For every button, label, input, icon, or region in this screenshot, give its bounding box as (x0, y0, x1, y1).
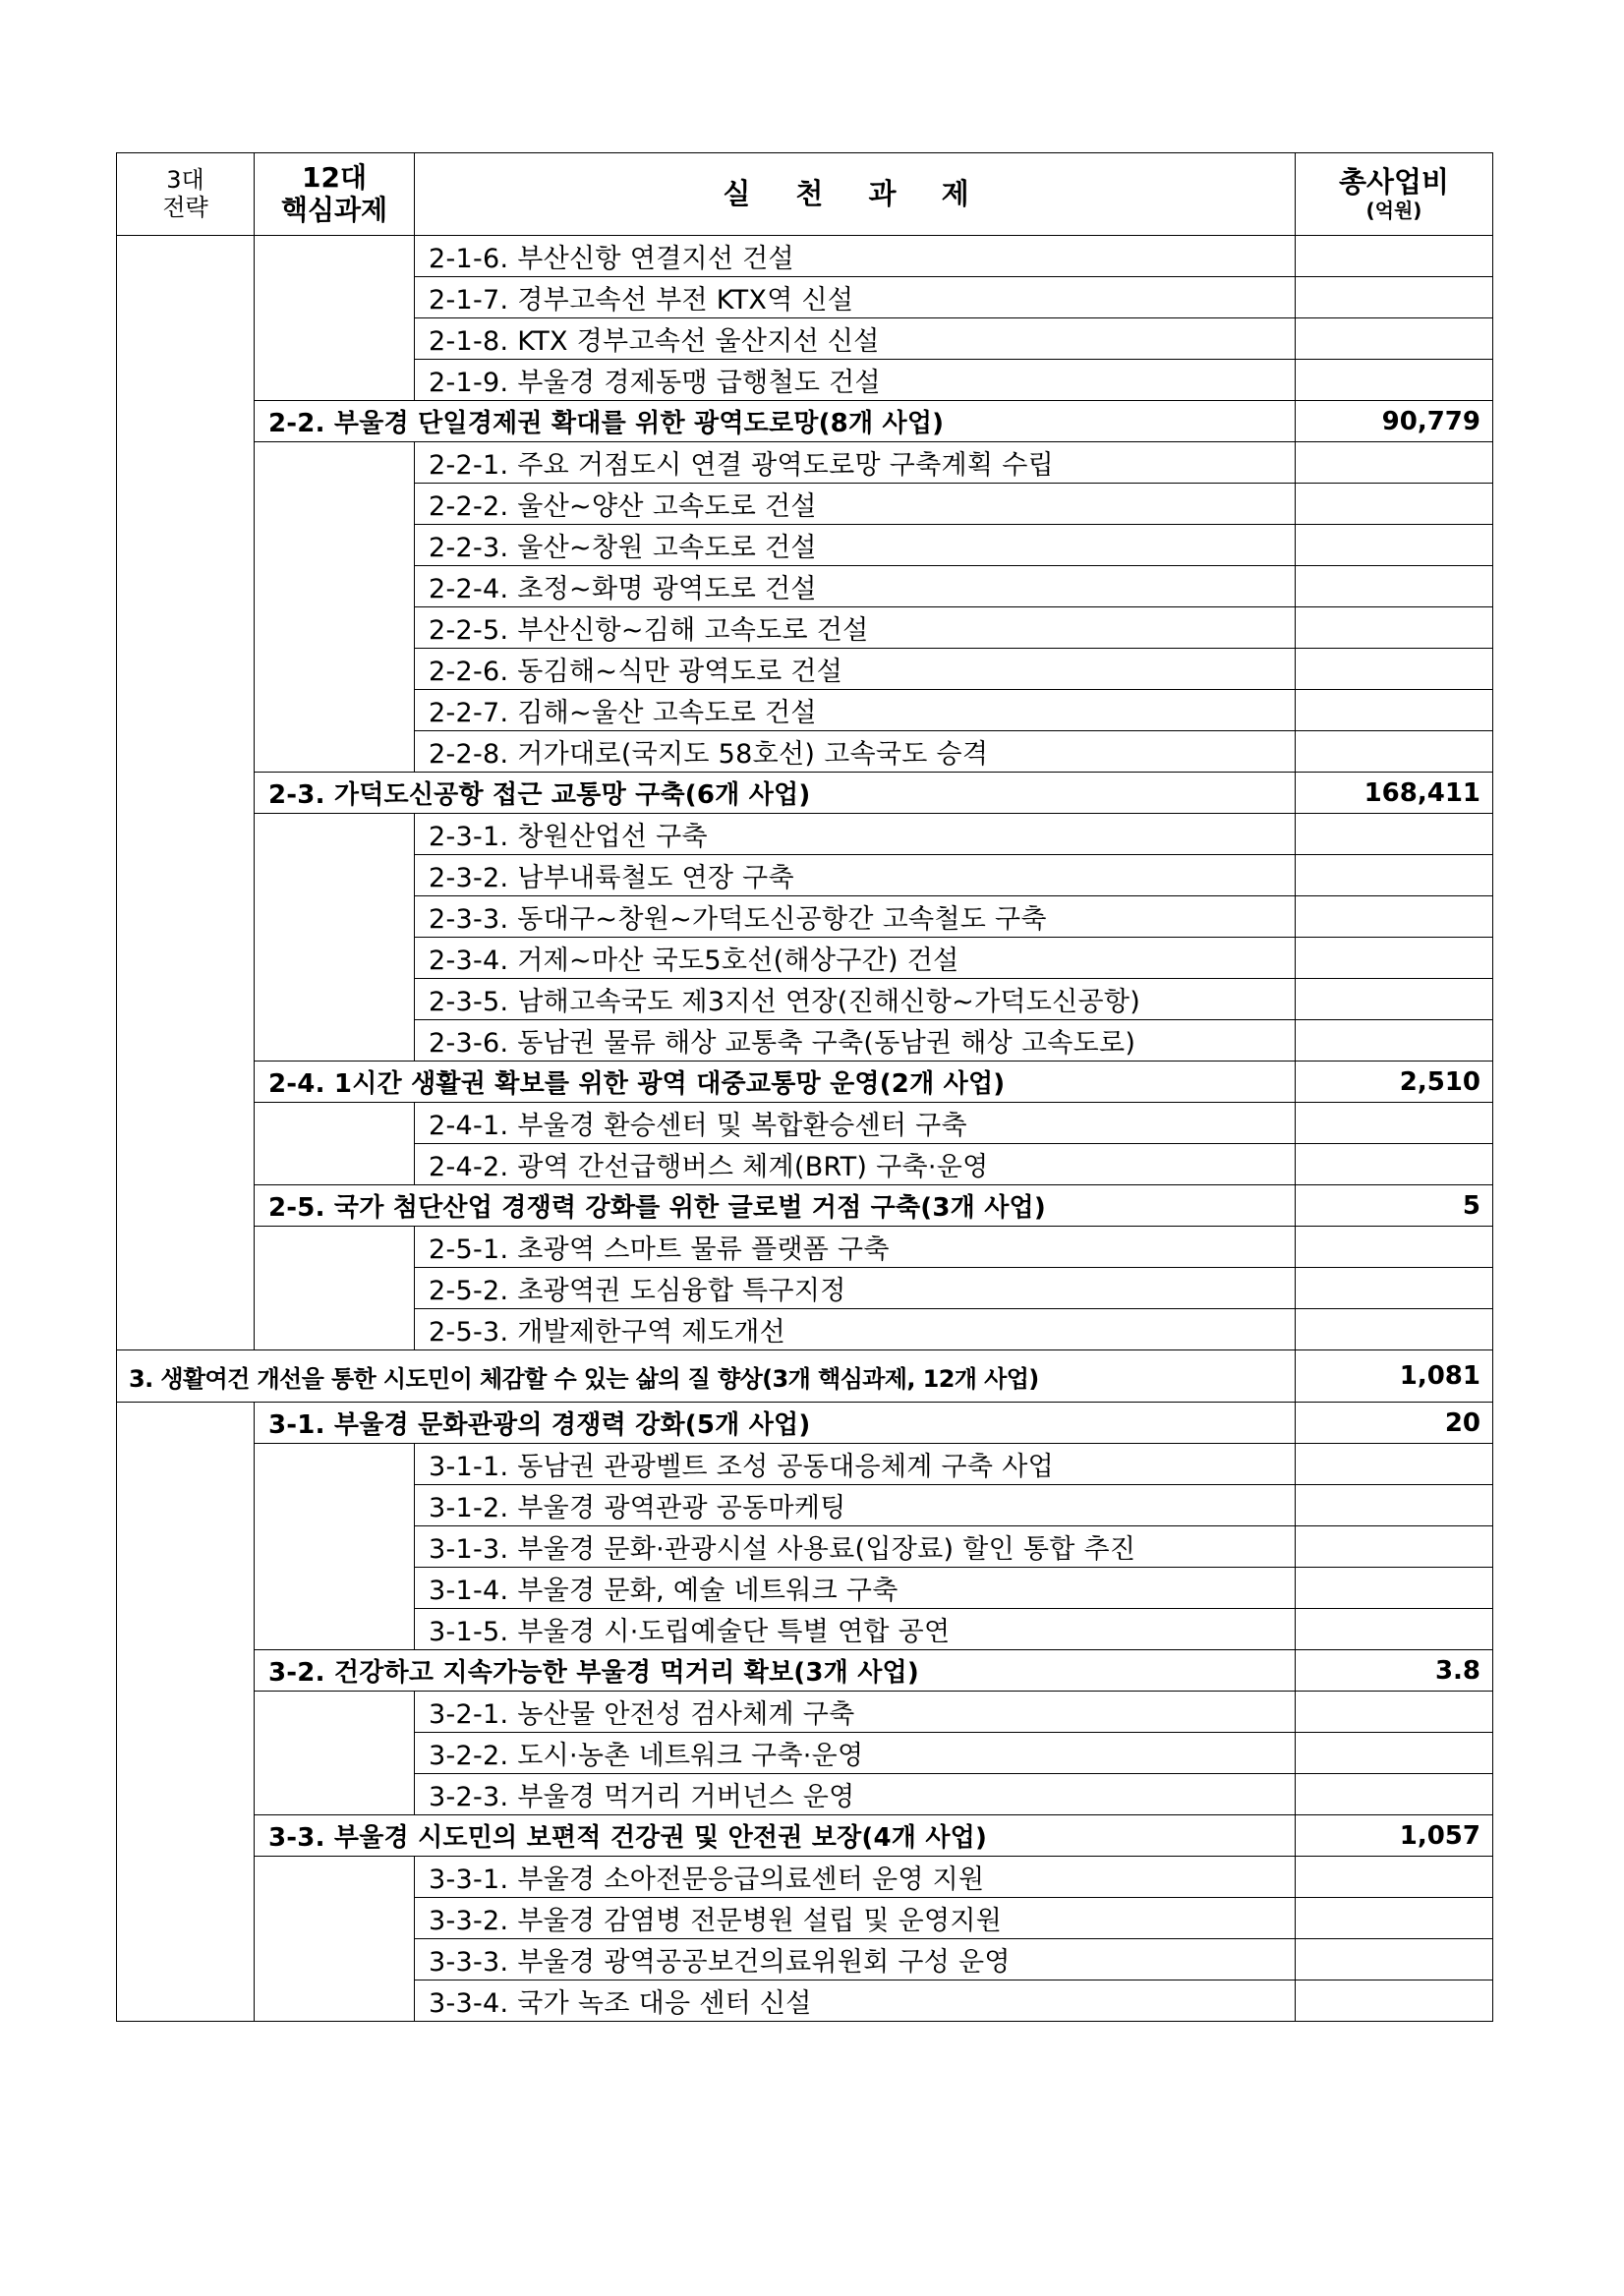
core-task-row (117, 1650, 1493, 1692)
core-task-row (117, 1815, 1493, 1857)
action-item-title: 3-1-4. 부울경 문화, 예술 네트워크 구축 (415, 1568, 1296, 1609)
core-task-cell (255, 442, 415, 773)
header-strategy-line2: 전략 (162, 193, 208, 221)
action-item-title: 2-2-7. 김해~울산 고속도로 건설 (415, 690, 1296, 731)
action-item-title: 2-3-3. 동대구~창원~가덕도신공항간 고속철도 구축 (415, 896, 1296, 938)
action-item-cost (1296, 525, 1493, 566)
header-total-cost-line1: 총사업비 (1338, 165, 1450, 200)
core-task-title: 2-5. 국가 첨단산업 경쟁력 강화를 위한 글로벌 거점 구축(3개 사업) (255, 1185, 1296, 1227)
core-task-cell (255, 814, 415, 1062)
action-item-cost (1296, 1980, 1493, 2022)
action-item-cost (1296, 938, 1493, 979)
core-task-cost: 90,779 (1296, 401, 1493, 442)
action-item-cost (1296, 1939, 1493, 1980)
core-task-cell (255, 1444, 415, 1650)
action-item-cost (1296, 896, 1493, 938)
action-item-cost (1296, 1526, 1493, 1568)
action-item-cost (1296, 1485, 1493, 1526)
header-strategy-line1: 3대 (166, 165, 204, 194)
action-item-cost (1296, 1568, 1493, 1609)
strategy-cell (117, 1403, 255, 2022)
action-item-title: 3-1-5. 부울경 시·도립예술단 특별 연합 공연 (415, 1609, 1296, 1650)
action-item-cost (1296, 1144, 1493, 1185)
action-item-title: 3-1-2. 부울경 광역관광 공동마케팅 (415, 1485, 1296, 1526)
core-task-cost: 2,510 (1296, 1062, 1493, 1103)
core-task-cell (255, 1692, 415, 1815)
action-item-title: 2-3-1. 창원산업선 구축 (415, 814, 1296, 855)
action-item-title: 2-3-6. 동남권 물류 해상 교통축 구축(동남권 해상 고속도로) (415, 1020, 1296, 1062)
action-item-cost (1296, 277, 1493, 318)
item-row (117, 1444, 1493, 1485)
action-item-cost (1296, 814, 1493, 855)
action-item-cost (1296, 484, 1493, 525)
core-task-title: 2-2. 부울경 단일경제권 확대를 위한 광역도로망(8개 사업) (255, 401, 1296, 442)
action-item-cost (1296, 1692, 1493, 1733)
action-item-cost (1296, 318, 1493, 360)
action-item-title: 2-3-4. 거제~마산 국도5호선(해상구간) 건설 (415, 938, 1296, 979)
item-row (117, 1692, 1493, 1733)
action-item-title: 2-3-5. 남해고속국도 제3지선 연장(진해신항~가덕도신공항) (415, 979, 1296, 1020)
action-item-cost (1296, 566, 1493, 607)
action-item-cost (1296, 855, 1493, 896)
core-task-title: 3-3. 부울경 시도민의 보편적 건강권 및 안전권 보장(4개 사업) (255, 1815, 1296, 1857)
action-item-title: 2-3-2. 남부내륙철도 연장 구축 (415, 855, 1296, 896)
action-item-title: 3-3-3. 부울경 광역공공보건의료위원회 구성 운영 (415, 1939, 1296, 1980)
action-item-title: 2-2-6. 동김해~식만 광역도로 건설 (415, 649, 1296, 690)
core-task-row (117, 1185, 1493, 1227)
table-body (117, 236, 1493, 2022)
action-item-cost (1296, 1774, 1493, 1815)
strategy-row (117, 1350, 1493, 1403)
action-item-title: 2-2-3. 울산~창원 고속도로 건설 (415, 525, 1296, 566)
action-item-cost (1296, 360, 1493, 401)
action-item-cost (1296, 1020, 1493, 1062)
item-row (117, 814, 1493, 855)
core-task-cost: 168,411 (1296, 773, 1493, 814)
core-task-cell (255, 1857, 415, 2022)
action-item-title: 3-3-1. 부울경 소아전문응급의료센터 운영 지원 (415, 1857, 1296, 1898)
core-task-cost: 5 (1296, 1185, 1493, 1227)
strategy-cost: 1,081 (1296, 1350, 1493, 1403)
action-item-cost (1296, 1857, 1493, 1898)
header-core-task-line1: 12대 (301, 161, 367, 195)
action-item-title: 2-2-2. 울산~양산 고속도로 건설 (415, 484, 1296, 525)
action-item-title: 2-2-4. 초정~화명 광역도로 건설 (415, 566, 1296, 607)
core-task-cell (255, 1103, 415, 1185)
item-row (117, 1227, 1493, 1268)
action-item-cost (1296, 1444, 1493, 1485)
core-task-cost: 1,057 (1296, 1815, 1493, 1857)
header-total-cost-unit: (억원) (1365, 198, 1422, 222)
core-task-title: 2-4. 1시간 생활권 확보를 위한 광역 대중교통망 운영(2개 사업) (255, 1062, 1296, 1103)
item-row (117, 1103, 1493, 1144)
action-item-cost (1296, 731, 1493, 773)
action-item-cost (1296, 1309, 1493, 1350)
action-item-cost (1296, 607, 1493, 649)
action-item-title: 2-2-8. 거가대로(국지도 58호선) 고속국도 승격 (415, 731, 1296, 773)
item-row (117, 442, 1493, 484)
action-item-cost (1296, 649, 1493, 690)
core-task-title: 3-2. 건강하고 지속가능한 부울경 먹거리 확보(3개 사업) (255, 1650, 1296, 1692)
action-item-title: 2-1-9. 부울경 경제동맹 급행철도 건설 (415, 360, 1296, 401)
item-row (117, 1857, 1493, 1898)
core-task-cost: 20 (1296, 1403, 1493, 1444)
action-item-cost (1296, 1898, 1493, 1939)
core-task-row (117, 1403, 1493, 1444)
strategy-cell (117, 236, 255, 1350)
action-item-title: 2-5-1. 초광역 스마트 물류 플랫폼 구축 (415, 1227, 1296, 1268)
action-item-cost (1296, 1609, 1493, 1650)
header-strategy (117, 153, 255, 236)
core-task-cell (255, 1227, 415, 1350)
core-task-row (117, 1062, 1493, 1103)
core-task-row (117, 401, 1493, 442)
project-table (116, 152, 1493, 2022)
header-core-task-line2: 핵심과제 (280, 193, 388, 226)
item-row (117, 236, 1493, 277)
table-header-row (117, 153, 1493, 236)
action-item-cost (1296, 1227, 1493, 1268)
core-task-title: 2-3. 가덕도신공항 접근 교통망 구축(6개 사업) (255, 773, 1296, 814)
core-task-cost: 3.8 (1296, 1650, 1493, 1692)
action-item-title: 3-2-3. 부울경 먹거리 거버넌스 운영 (415, 1774, 1296, 1815)
strategy-title: 3. 생활여건 개선을 통한 시도민이 체감할 수 있는 삶의 질 향상(3개 핵심과제, 12개 사업) (117, 1350, 1296, 1403)
core-task-cell (255, 236, 415, 401)
header-core-task (255, 153, 415, 236)
action-item-cost (1296, 442, 1493, 484)
action-item-title: 2-4-2. 광역 간선급행버스 체계(BRT) 구축·운영 (415, 1144, 1296, 1185)
action-item-cost (1296, 1268, 1493, 1309)
core-task-row (117, 773, 1493, 814)
action-item-title: 2-1-6. 부산신항 연결지선 건설 (415, 236, 1296, 277)
action-item-title: 2-2-1. 주요 거점도시 연결 광역도로망 구축계획 수립 (415, 442, 1296, 484)
action-item-title: 3-3-2. 부울경 감염병 전문병원 설립 및 운영지원 (415, 1898, 1296, 1939)
action-item-cost (1296, 236, 1493, 277)
action-item-title: 2-4-1. 부울경 환승센터 및 복합환승센터 구축 (415, 1103, 1296, 1144)
header-action-item: 실 천 과 제 (415, 153, 1296, 236)
header-total-cost (1296, 153, 1493, 236)
action-item-title: 3-1-3. 부울경 문화·관광시설 사용료(입장료) 할인 통합 추진 (415, 1526, 1296, 1568)
action-item-title: 3-3-4. 국가 녹조 대응 센터 신설 (415, 1980, 1296, 2022)
action-item-title: 3-2-1. 농산물 안전성 검사체계 구축 (415, 1692, 1296, 1733)
action-item-title: 3-2-2. 도시·농촌 네트워크 구축·운영 (415, 1733, 1296, 1774)
action-item-title: 2-5-3. 개발제한구역 제도개선 (415, 1309, 1296, 1350)
action-item-title: 3-1-1. 동남권 관광벨트 조성 공동대응체계 구축 사업 (415, 1444, 1296, 1485)
action-item-cost (1296, 979, 1493, 1020)
core-task-title: 3-1. 부울경 문화관광의 경쟁력 강화(5개 사업) (255, 1403, 1296, 1444)
action-item-title: 2-1-7. 경부고속선 부전 KTX역 신설 (415, 277, 1296, 318)
action-item-cost (1296, 690, 1493, 731)
action-item-cost (1296, 1103, 1493, 1144)
action-item-title: 2-1-8. KTX 경부고속선 울산지선 신설 (415, 318, 1296, 360)
action-item-title: 2-2-5. 부산신항~김해 고속도로 건설 (415, 607, 1296, 649)
action-item-cost (1296, 1733, 1493, 1774)
action-item-title: 2-5-2. 초광역권 도심융합 특구지정 (415, 1268, 1296, 1309)
